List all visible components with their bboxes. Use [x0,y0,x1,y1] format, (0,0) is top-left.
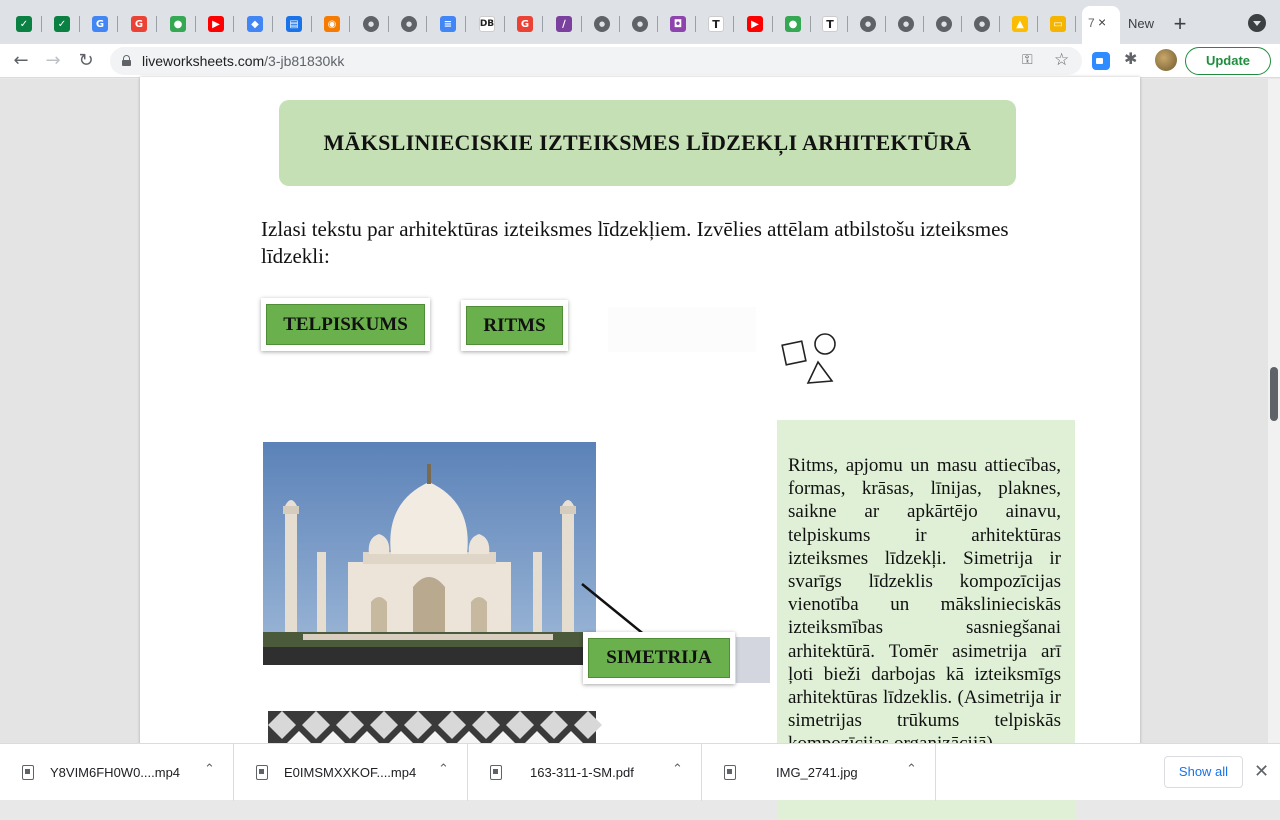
empty-drop-area [608,307,756,352]
tab[interactable] [926,8,962,40]
globe-icon: ● [974,16,990,32]
tab[interactable] [850,8,886,40]
tab[interactable] [660,8,696,40]
tab[interactable] [888,8,924,40]
google-icon: G [131,16,147,32]
close-downloads-icon[interactable]: ✕ [1254,761,1270,782]
answer-box-ritms[interactable] [461,300,568,351]
edu-icon: ◆ [247,16,263,32]
tab[interactable] [1002,8,1038,40]
globe-icon: ● [632,16,648,32]
tab-active-title: 7 [1088,16,1095,30]
bookmark-star-icon[interactable]: ☆ [1054,50,1070,70]
new-tab-button[interactable]: + [1173,11,1187,36]
globe-icon: ● [401,16,417,32]
camera-icon: ◘ [670,16,686,32]
extensions-puzzle-icon[interactable]: ✱ [1124,49,1138,68]
page-title: MĀKSLINIECISKIE IZTEIKSMES LĪDZEKĻI ARHITEKTŪRĀ [323,130,972,155]
close-tab-icon[interactable]: × [1098,14,1107,30]
check-icon: ✓ [54,16,70,32]
reload-button[interactable]: ↻ [78,50,94,71]
answer-box-simetrija[interactable] [583,632,735,684]
body-text: Ritms, apjomu un masu attiecības, formas, krāsas, līnijas, plaknes, saikne ar apkārtējo ainavu, telpiskums ir arhitektūras izteiksmes līdzekļi. Simetrija ir svarīgs līdzeklis kompozīcijas vienotība un mākslinieciskās izteiksmības sasniegšanai arhitektūrā. Tomēr asimetrija arī ļoti bieži darbojas kā izteiksmīgs arhitektūras līdzeklis. (Asimetrija ir simetrijas trūkums telpiskās [788,455,1061,732]
google-icon: G [517,16,533,32]
forward-button[interactable]: → [45,50,61,71]
download-item[interactable] [234,744,468,801]
download-filename: 163-311-1-SM.pdf [530,765,634,780]
download-filename: Y8VIM6FH0W0....mp4 [50,765,181,780]
zoom-extension-icon[interactable] [1092,52,1110,70]
chevron-up-icon[interactable]: ⌃ [672,762,683,777]
tab[interactable] [353,8,389,40]
doc-icon: ▤ [286,16,302,32]
chart-icon: ∕ [556,16,572,32]
tab[interactable] [391,8,427,40]
translate-icon: G [92,16,108,32]
tab[interactable] [44,8,80,40]
instruction-text: Izlasi tekstu par arhitektūras izteiksmes līdzekļiem. Izvēlies attēlam atbilstošu izteiksmes līdzekli: [261,217,1009,268]
url-text[interactable] [142,53,344,69]
tab[interactable] [198,8,234,40]
browser-toolbar [0,44,1280,78]
tab[interactable] [121,8,157,40]
globe-icon: ● [363,16,379,32]
tab[interactable] [775,8,811,40]
key-icon[interactable]: ⚿ [1022,52,1033,68]
youtube-icon: ▶ [208,16,224,32]
update-button[interactable]: Update [1185,47,1271,75]
t-icon: T [822,16,838,32]
download-filename: E0IMSMXXKOF....mp4 [284,765,417,780]
drop-zone[interactable] [736,637,770,683]
tab-active[interactable] [1082,6,1120,44]
chevron-up-icon[interactable]: ⌃ [438,762,449,777]
answer-label: SIMETRIJA [588,638,730,678]
lock-icon[interactable] [122,55,131,66]
show-all-button[interactable]: Show all [1164,756,1243,788]
shapes-icon [780,333,840,391]
image-file-icon [724,765,736,780]
tab[interactable] [964,8,1000,40]
tab[interactable] [82,8,118,40]
drive-icon: ▲ [1012,16,1028,32]
slides-icon: ▭ [1050,16,1066,32]
scrollbar-thumb[interactable] [1270,367,1278,421]
connector-line [580,582,650,638]
tab[interactable] [1040,8,1076,40]
chevron-up-icon[interactable]: ⌃ [204,762,215,777]
tab-new-title: New [1128,16,1155,31]
tab[interactable] [698,8,734,40]
globe-icon: ● [898,16,914,32]
maps-icon: ● [785,16,801,32]
worksheet-page [140,77,1140,777]
video-file-icon [22,765,34,780]
tab[interactable] [160,8,196,40]
tab[interactable] [6,8,42,40]
taj-mahal-photo [263,442,596,665]
download-item[interactable] [0,744,234,801]
tab[interactable] [314,8,350,40]
tab[interactable] [622,8,658,40]
pdf-file-icon [490,765,502,780]
chevron-up-icon[interactable]: ⌃ [906,762,917,777]
globe-icon: ● [860,16,876,32]
globe-icon: ● [594,16,610,32]
tab[interactable] [237,8,273,40]
tab-new[interactable] [1122,8,1158,40]
profile-avatar[interactable] [1155,49,1177,71]
downloads-bar [0,743,1280,800]
answer-box-telpiskums[interactable] [261,298,430,351]
t-icon: T [708,16,724,32]
scrollbar[interactable] [1268,79,1280,743]
tab-search-icon[interactable] [1248,14,1266,32]
globe-icon: ● [936,16,952,32]
tab[interactable] [812,8,848,40]
url-host: liveworksheets.com [142,53,265,69]
tab[interactable] [546,8,582,40]
tab[interactable] [276,8,312,40]
answer-label: TELPISKUMS [266,304,425,345]
tab[interactable] [507,8,543,40]
download-item[interactable] [468,744,702,801]
download-item[interactable] [702,744,936,801]
video-file-icon [256,765,268,780]
download-filename: IMG_2741.jpg [776,765,858,780]
answer-label: RITMS [466,306,563,345]
docs-icon: ≡ [440,16,456,32]
tab[interactable] [737,8,773,40]
db-icon: DB [479,16,495,32]
check-icon: ✓ [16,16,32,32]
tab[interactable] [469,8,505,40]
eye-icon: ◉ [324,16,340,32]
title-banner [279,100,1016,186]
address-bar[interactable] [110,47,1082,75]
url-path: /3-jb81830kk [264,53,345,69]
tab[interactable] [584,8,620,40]
tab[interactable] [430,8,466,40]
back-button[interactable]: ← [13,50,29,71]
page-viewport [0,79,1280,743]
maps-icon: ● [170,16,186,32]
youtube-icon: ▶ [747,16,763,32]
